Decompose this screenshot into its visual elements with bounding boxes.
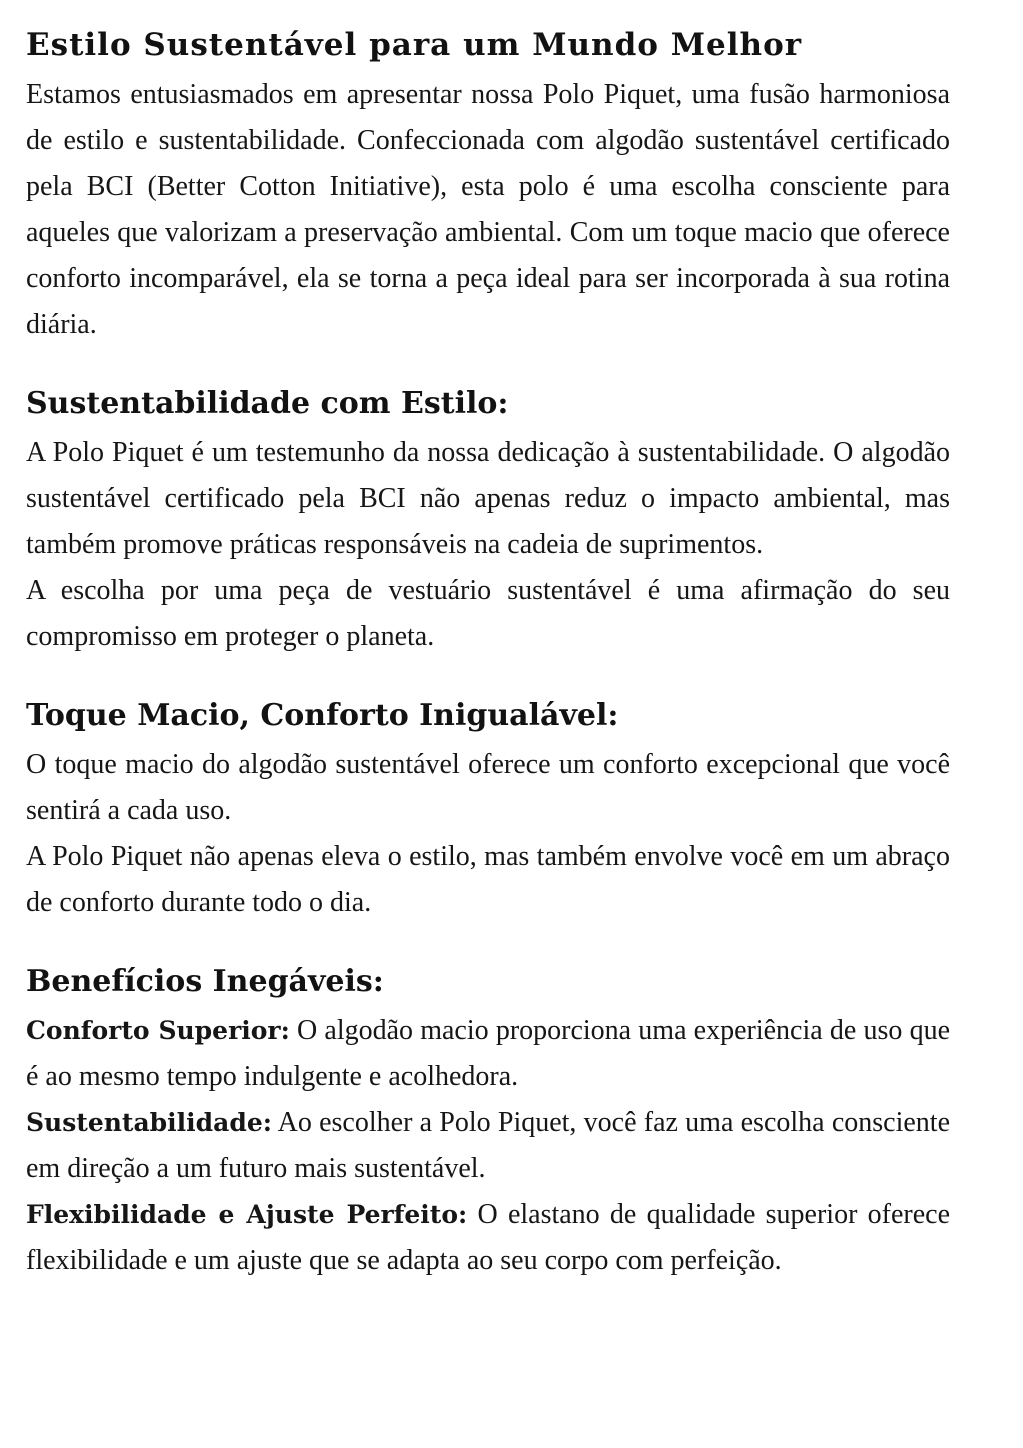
benefits-heading: Benefícios Inegáveis:	[26, 964, 384, 999]
product-description	[26, 18, 950, 1314]
benefit-text: Ao escolher a Polo Piquet, você faz uma escolha consciente em direção a um futuro mais sustentável.	[26, 1107, 950, 1184]
benefit-item-sustainability	[26, 1100, 950, 1192]
sustainability-paragraph-2: A escolha por uma peça de vestuário sustentável é uma afirmação do seu compromisso em proteger o planeta.	[26, 575, 950, 652]
intro-section	[26, 18, 950, 348]
benefit-label: Sustentabilidade:	[26, 1108, 272, 1137]
benefits-section	[26, 956, 950, 1284]
sustainability-section	[26, 378, 950, 660]
sustainability-paragraph-1: A Polo Piquet é um testemunho da nossa dedicação à sustentabilidade. O algodão sustentável certificado pela BCI não apenas reduz o impacto ambiental, mas também promove práticas responsáveis na cadeia de suprimentos.	[26, 437, 950, 560]
intro-paragraph: Estamos entusiasmados em apresentar nossa Polo Piquet, uma fusão harmoniosa de estilo e sustentabilidade. Confeccionada com algodão sustentável certificado pela BCI (Better Cotton Initiative), esta polo é uma escolha consciente para aqueles que valorizam a preservação ambiental. Com um toque macio que oferece conforto incomparável, ela se torna a peça ideal para ser incorporada à sua rotina diária.	[26, 79, 950, 340]
comfort-section	[26, 690, 950, 926]
benefit-label: Conforto Superior:	[26, 1016, 290, 1045]
comfort-paragraph-2: A Polo Piquet não apenas eleva o estilo, mas também envolve você em um abraço de conforto durante todo o dia.	[26, 841, 950, 918]
sustainability-heading: Sustentabilidade com Estilo:	[26, 386, 509, 421]
comfort-paragraph-1: O toque macio do algodão sustentável oferece um conforto excepcional que você sentirá a cada uso.	[26, 749, 950, 826]
benefit-text: O algodão macio proporciona uma experiência de uso que é ao mesmo tempo indulgente e acolhedora.	[26, 1015, 950, 1092]
page-title: Estilo Sustentável para um Mundo Melhor	[26, 27, 803, 63]
benefit-item-comfort	[26, 1008, 950, 1100]
benefit-item-flexibility	[26, 1192, 950, 1284]
benefit-text: O elastano de qualidade superior oferece flexibilidade e um ajuste que se adapta ao seu corpo com perfeição.	[26, 1199, 950, 1276]
comfort-heading: Toque Macio, Conforto Inigualável:	[26, 698, 619, 733]
benefit-label: Flexibilidade e Ajuste Perfeito:	[26, 1200, 468, 1229]
